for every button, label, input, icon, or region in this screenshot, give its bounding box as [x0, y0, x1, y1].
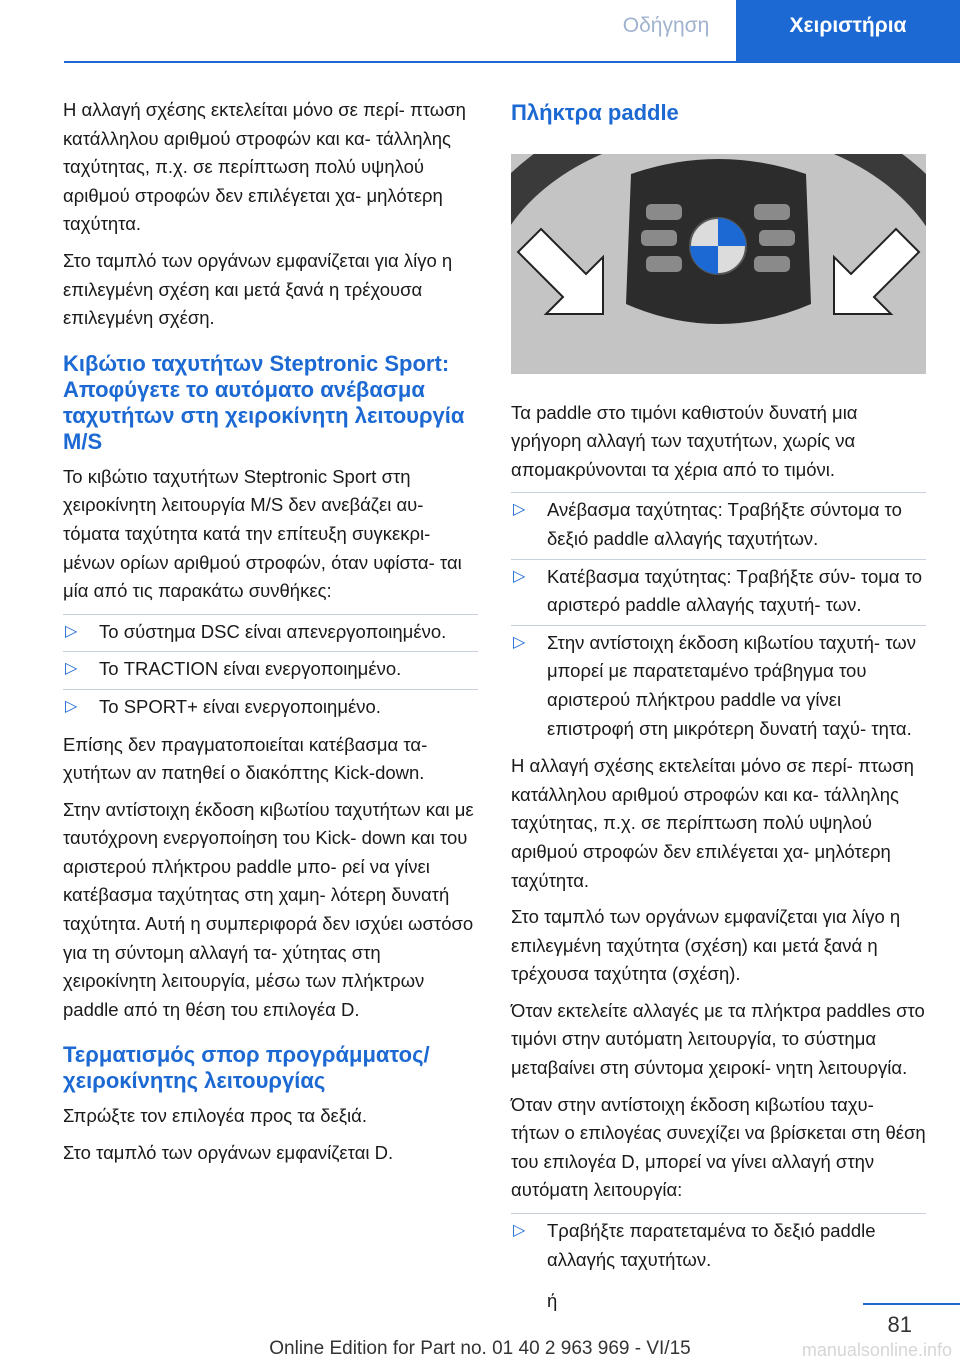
triangle-bullet-icon: ▷ [65, 622, 78, 640]
triangle-bullet-icon: ▷ [65, 660, 78, 678]
paragraph: Τα paddle στο τιμόνι καθιστούν δυνατή μια γρήγορη αλλαγή των ταχυτήτων, χωρίς να απομακρύνονται τα χέρια από το τιμόνι. [511, 401, 858, 480]
list-item: ▷ Το TRACTION είναι ενεργοποιημένο. [63, 651, 478, 689]
right-column [511, 96, 926, 1316]
paragraph: Στο ταμπλό των οργάνων εμφανίζεται D. [63, 1142, 394, 1164]
section-heading-paddles: Πλήκτρα paddle [511, 100, 679, 125]
paragraph: Το κιβώτιο ταχυτήτων Steptronic Sport στη χειροκίνητη λειτουργία M/S δεν ανεβάζει αυ- τόματα ταχύτητα κατά την επίτευξη συγκεκρι- μένων ορίων αριθμού στροφών, όταν υφίστα- ται μία από τις παρακάτω συνθήκες: [63, 465, 462, 602]
footer-divider [863, 1303, 960, 1305]
list-item: ▷ Ανέβασμα ταχύτητας: Τραβήξτε σύντομα το δεξιό paddle αλλαγής ταχυτήτων. [511, 492, 926, 558]
chapter-tab[interactable]: Χειριστήρια [736, 0, 960, 62]
page-number: 81 [887, 1312, 912, 1337]
section-heading-steptronic: Κιβώτιο ταχυτήτων Steptronic Sport: Αποφύγετε το αυτόματο ανέβασμα ταχυτήτων στη χειροκίνητη λειτουργία M/S [63, 350, 465, 454]
triangle-bullet-icon: ▷ [65, 697, 78, 715]
header-divider [64, 61, 960, 63]
paddle-actions-list [511, 492, 926, 748]
paragraph: Στο ταμπλό των οργάνων εμφανίζεται για λίγο η επιλεγμένη σχέση και μετά ξανά η τρέχουσα επιλεγμένη σχέση. [63, 249, 453, 329]
or-text: ή [547, 1290, 558, 1312]
paragraph: Η αλλαγή σχέσης εκτελείται μόνο σε περί- πτωση κατάλληλου αριθμού στροφών και κα- τάλληλης ταχύτητας, π.χ. σε περίπτωση πολύ υψηλού αριθμού στροφών δεν επιλέγεται χα- μηλότερη ταχύτητα. [511, 755, 914, 891]
triangle-bullet-icon: ▷ [513, 633, 526, 651]
triangle-bullet-icon: ▷ [513, 567, 526, 585]
section-tab[interactable]: Οδήγηση [622, 14, 710, 37]
steering-wheel-paddles-illustration [511, 154, 926, 374]
paragraph: Όταν εκτελείτε αλλαγές με τα πλήκτρα paddles στο τιμόνι στην αυτόματη λειτουργία, το σύστημα μεταβαίνει στη σύντομα χειροκί- νητη λειτουργία. [511, 999, 925, 1079]
paragraph: Σπρώξτε τον επιλογέα προς τα δεξιά. [63, 1105, 367, 1127]
triangle-bullet-icon: ▷ [513, 501, 526, 519]
watermark: manualsonline.info [801, 1340, 952, 1360]
paragraph: Επίσης δεν πραγματοποιείται κατέβασμα τα- χυτήτων αν πατηθεί ο διακόπτης Kick-down. [63, 733, 428, 784]
edition-info: Online Edition for Part no. 01 40 2 963 969 - VI/15 [269, 1338, 691, 1359]
page-header [596, 0, 960, 62]
paragraph: Στην αντίστοιχη έκδοση κιβωτίου ταχυτήτων και με ταυτόχρονη ενεργοποίηση του Kick- down και του αριστερού πλήκτρου paddle μπο- ρεί να γίνει κατέβασμα ταχύτητας στη χαμη- λότερη δυνατή ταχύτητα. Αυτή η συμπεριφορά δεν ισχύει ωστόσο για τη σύντομη αλλαγή τα- χύτητας στη χειροκίνητη λειτουργία, μέσω των πλήκτρων paddle από τη θέση του επιλογέα D. [63, 798, 474, 1020]
list-item: ▷ Το SPORT+ είναι ενεργοποιημένο. [63, 689, 478, 727]
list-item: ▷ Κατέβασμα ταχύτητας: Τραβήξτε σύν- τομα το αριστερό paddle αλλαγής ταχυτή- των. [511, 559, 926, 625]
paragraph: Στο ταμπλό των οργάνων εμφανίζεται για λίγο η επιλεγμένη ταχύτητα (σχέση) και μετά ξανά η τρέχουσα ταχύτητα (σχέση). [511, 906, 901, 985]
list-item: ▷ Στην αντίστοιχη έκδοση κιβωτίου ταχυτή- των μπορεί με παρατεταμένο τράβηγμα του αριστερού πλήκτρου paddle να γίνει επιστροφή στη μικρότερη δυνατή ταχύ- τητα. [511, 625, 926, 748]
paragraph: Η αλλαγή σχέσης εκτελείται μόνο σε περί- πτωση κατάλληλου αριθμού στροφών και κα- τάλληλης ταχύτητας, π.χ. σε περίπτωση πολύ υψηλού αριθμού στροφών δεν επιλέγεται χα- μηλότερη ταχύτητα. [63, 99, 466, 235]
left-column [63, 96, 478, 1176]
section-heading-end-sport: Τερματισμός σπορ προγράμματος/ χειροκίνητης λειτουργίας [63, 1042, 430, 1094]
list-item: ▷ Το σύστημα DSC είναι απενεργοποιημένο. [63, 614, 478, 652]
paragraph: Όταν στην αντίστοιχη έκδοση κιβωτίου ταχυ- τήτων ο επιλογέας συνεχίζει να βρίσκεται στη θέση του επιλογέα D, μπορεί να γίνει αλλαγή στην αυτόματη λειτουργία: [511, 1093, 926, 1201]
list-item: ▷ Τραβήξτε παρατεταμένα το δεξιό paddle αλλαγής ταχυτήτων. [511, 1213, 926, 1279]
auto-mode-list [511, 1213, 926, 1279]
triangle-bullet-icon: ▷ [513, 1222, 526, 1240]
conditions-list [63, 614, 478, 727]
